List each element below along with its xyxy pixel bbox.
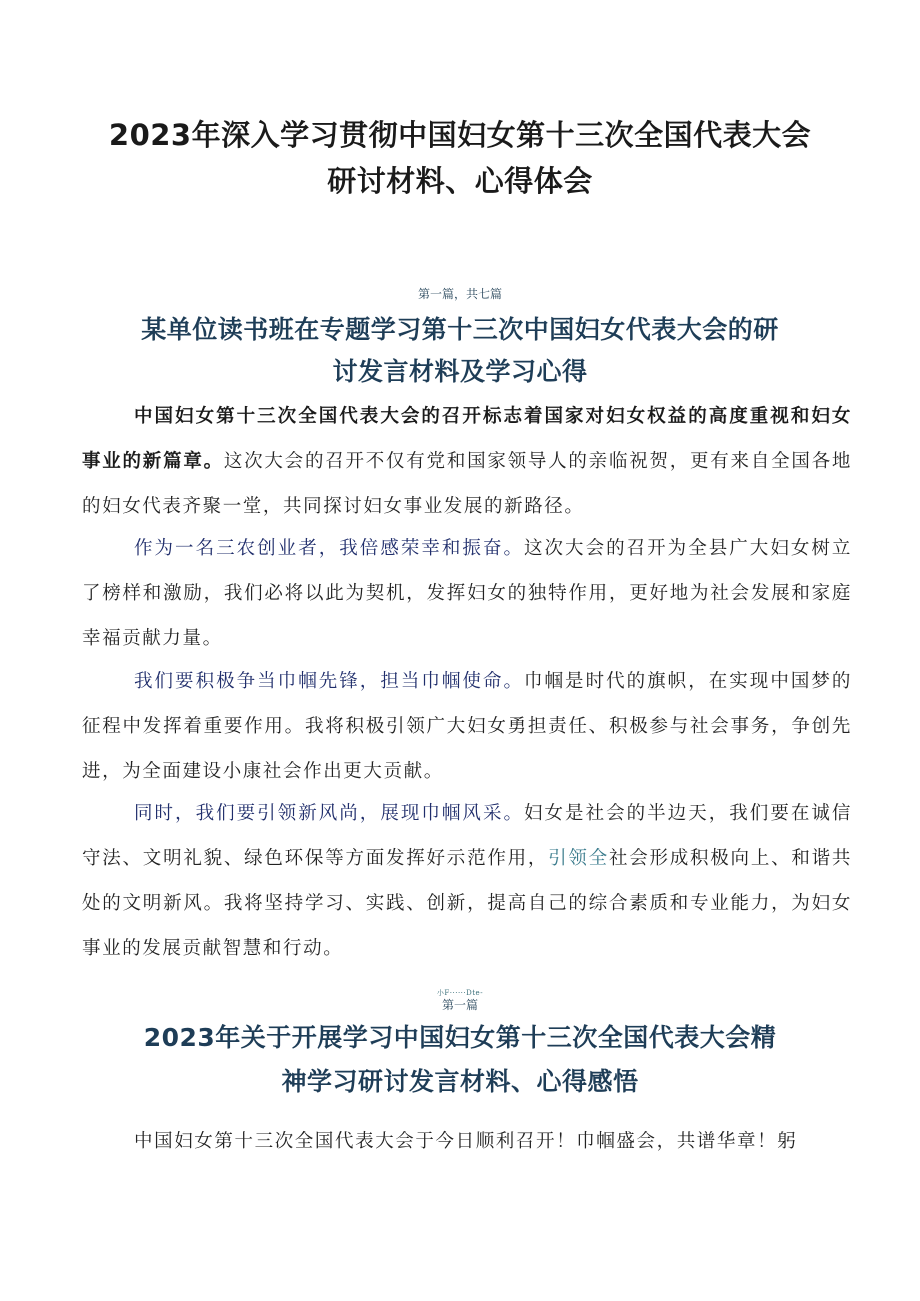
section-label: 第一篇，共七篇 xyxy=(417,287,502,301)
document-title-line2: 研讨材料、心得体会 xyxy=(327,164,593,198)
paragraph-lead: 作为一名三农创业者，我倍感荣幸和振奋。 xyxy=(134,538,524,559)
paragraph-body: 妇女是社会的半边天，我们要在诚信守法、文明礼貌、绿色环保等方面发挥好示范作用， xyxy=(82,803,852,869)
paragraph xyxy=(82,791,852,971)
section-label: 第一篇 xyxy=(441,998,478,1012)
paragraph xyxy=(82,394,852,529)
paragraph: 中国妇女第十三次全国代表大会于今日顺利召开！巾帼盛会，共谱华章！躬 xyxy=(134,1131,798,1152)
paragraph-body: 巾帼是时代的旗帜，在实现中国梦的征程中发挥着重要作用。我将积极引领广大妇女勇担责任、积极参与社会事务，争创先进，为全面建设小康社会作出更大贡献。 xyxy=(82,671,852,782)
section-title-line1: 某单位读书班在专题学习第十三次中国妇女代表大会的研 xyxy=(141,315,779,344)
document-title-line1: 2023年深入学习贯彻中国妇女第十三次全国代表大会 xyxy=(108,118,812,152)
paragraph-lead: 我们要积极争当巾帼先锋，担当巾帼使命。 xyxy=(134,671,524,692)
paragraph-lead: 中国妇女第十三次全国代表大会的召开标志着国家对妇女权益的高度重视和妇女事业的新篇章。 xyxy=(82,406,852,472)
paragraph-body: 这次大会的召开不仅有党和国家领导人的亲临祝贺，更有来自全国各地的妇女代表齐聚一堂，共同探讨妇女事业发展的新路径。 xyxy=(82,451,852,517)
paragraph xyxy=(82,659,852,794)
paragraph-body: 社会形成积极向上、和谐共处的文明新风。我将坚持学习、实践、创新，提高自己的综合素质和专业能力，为妇女事业的发展贡献智慧和行动。 xyxy=(82,848,852,959)
section-title-line2: 讨发言材料及学习心得 xyxy=(332,357,588,386)
paragraph-body: 这次大会的召开为全县广大妇女树立了榜样和激励，我们必将以此为契机，发挥妇女的独特作用，更好地为社会发展和家庭幸福贡献力量。 xyxy=(82,538,852,649)
paragraph xyxy=(82,526,852,661)
section-title-line2: 神学习研讨发言材料、心得感悟 xyxy=(281,1067,639,1096)
paragraph-highlight: 引领全 xyxy=(548,848,609,869)
paragraph-lead: 同时，我们要引领新风尚，展现巾帼风采。 xyxy=(134,803,524,824)
section-title-line1: 2023年关于开展学习中国妇女第十三次全国代表大会精 xyxy=(143,1023,777,1052)
section-note: 小F······Dte- xyxy=(436,989,484,997)
